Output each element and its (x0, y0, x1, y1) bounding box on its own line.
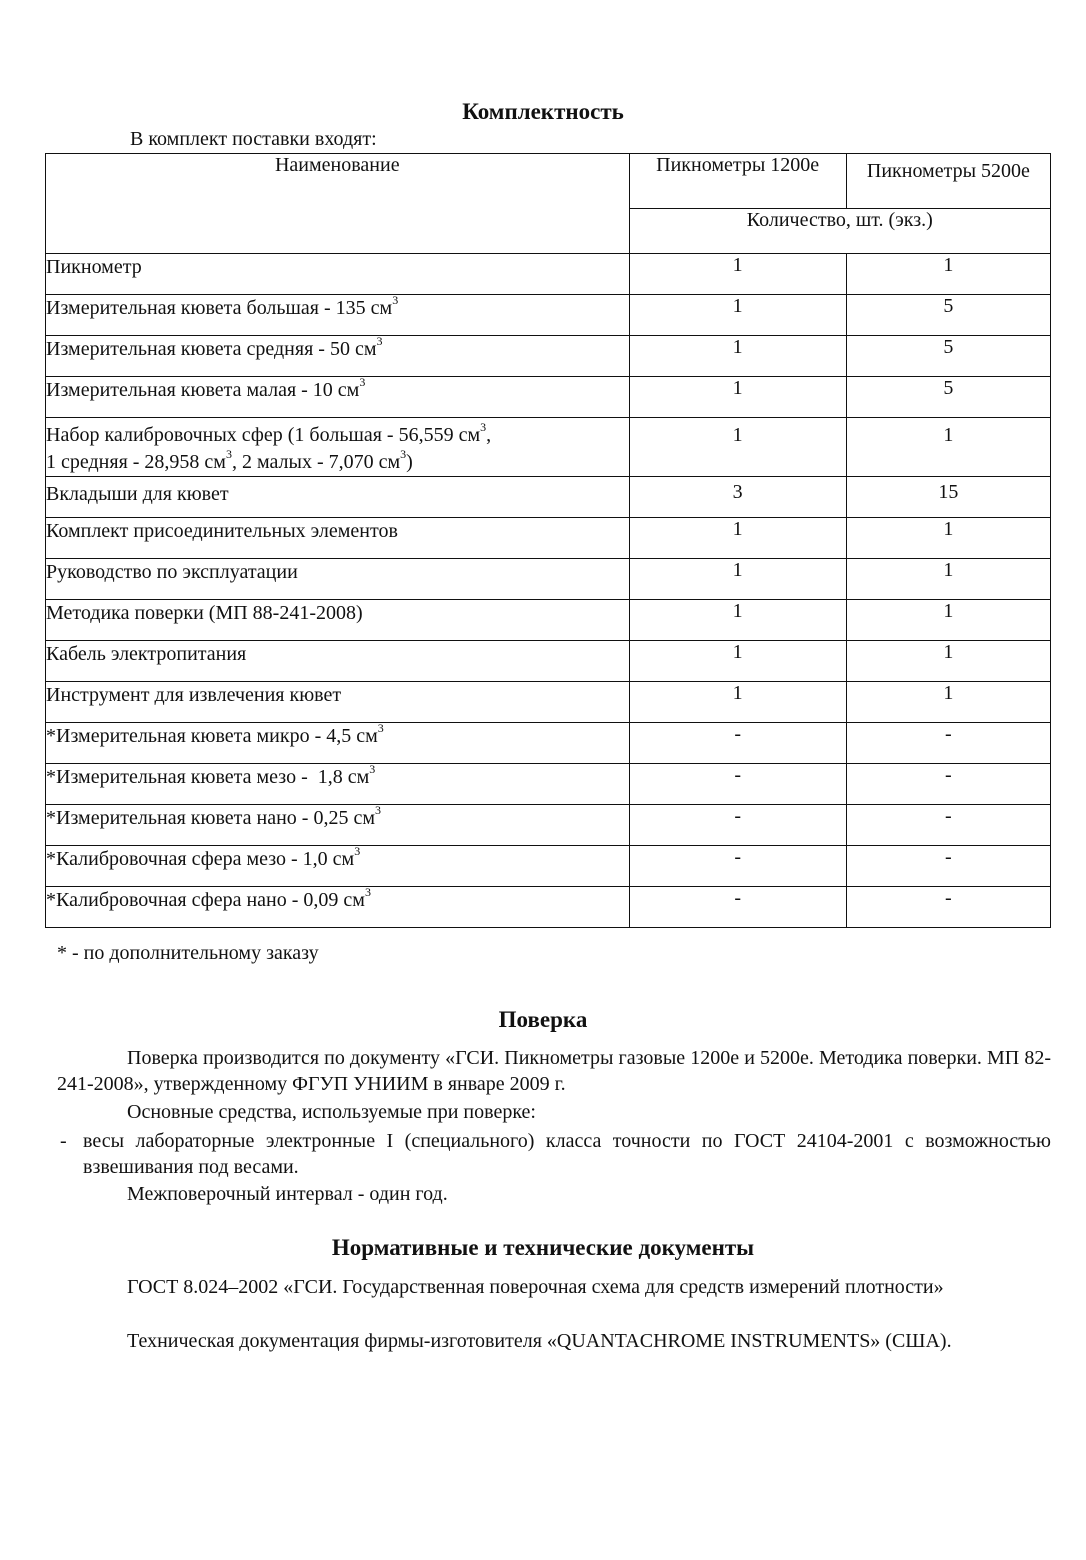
header-model-1200e: Пикнометры 1200е (629, 154, 846, 209)
qty-1200e: 1 (629, 377, 846, 418)
qty-5200e: 5 (846, 377, 1050, 418)
item-name: *Измерительная кювета нано - 0,25 $см^3$ (46, 805, 630, 846)
table-row (46, 846, 1051, 887)
item-name: Кабель электропитания (46, 641, 630, 682)
qty-5200e: 1 (846, 559, 1050, 600)
item-name: *Измерительная кювета мезо - 1,8 $см^3$ (46, 764, 630, 805)
qty-1200e: 1 (629, 254, 846, 295)
item-name: Руководство по эксплуатации (46, 559, 630, 600)
kit-intro: В комплект поставки входят: (130, 128, 377, 150)
bullet-text: весы лабораторные электронные I (специального) класса точности по ГОСТ 24104-2001 с возможностью взвешивания под весами. (83, 1130, 1051, 1178)
table-row (46, 336, 1051, 377)
qty-1200e: - (629, 764, 846, 805)
footnote: * - по дополнительному заказу (57, 942, 319, 964)
table-row (46, 887, 1051, 928)
item-name: Методика поверки (МП 88-241-2008) (46, 600, 630, 641)
qty-5200e: - (846, 723, 1050, 764)
qty-1200e: 1 (629, 559, 846, 600)
qty-5200e: 15 (846, 477, 1050, 518)
item-name: Измерительная кювета малая - 10 $см^3$ (46, 377, 630, 418)
qty-1200e: 1 (629, 418, 846, 477)
header-quantity: Количество, шт. (экз.) (629, 209, 1050, 254)
item-name: *Калибровочная сфера мезо - 1,0 $см^3$ (46, 846, 630, 887)
table-row (46, 518, 1051, 559)
section-title-kit: Комплектность (462, 99, 624, 124)
item-name: Комплект присоединительных элементов (46, 518, 630, 559)
header-name: Наименование (46, 154, 630, 254)
qty-5200e: - (846, 887, 1050, 928)
item-name: Набор калибровочных сфер (1 большая - 56,559 $см^3$, 1 средняя - 28,958 $см^3$, 2 малых - 7,070 $см^3$) (46, 418, 630, 477)
item-name: Измерительная кювета средняя - 50 $см^3$ (46, 336, 630, 377)
qty-5200e: 1 (846, 600, 1050, 641)
qty-1200e: 1 (629, 295, 846, 336)
qty-1200e: 1 (629, 600, 846, 641)
table-row (46, 254, 1051, 295)
qty-5200e: - (846, 764, 1050, 805)
verification-bullet (57, 1128, 1051, 1180)
header-model-5200e: Пикнометры 5200е (846, 154, 1050, 209)
verification-paragraph: Поверка производится по документу «ГСИ. Пикнометры газовые 1200е и 5200е. Методика поверки. МП 82-241-2008», утвержденному ФГУП УНИИМ в январе 2009 г. (57, 1047, 1051, 1095)
qty-1200e: 1 (629, 336, 846, 377)
verification-means-intro: Основные средства, используемые при поверке: (127, 1101, 536, 1123)
table-row (46, 295, 1051, 336)
table-row (46, 805, 1051, 846)
table-row (46, 764, 1051, 805)
bullet-dash: - (60, 1130, 67, 1152)
qty-5200e: 1 (846, 254, 1050, 295)
item-name: Инструмент для извлечения кювет (46, 682, 630, 723)
normative-paragraph-manufacturer: Техническая документация фирмы-изготовителя «QUANTACHROME INSTRUMENTS» (США). (127, 1330, 952, 1352)
item-name: Измерительная кювета большая - 135 $см^3$ (46, 295, 630, 336)
table-row (46, 559, 1051, 600)
qty-5200e: 1 (846, 518, 1050, 559)
normative-paragraph-gost: ГОСТ 8.024–2002 «ГСИ. Государственная поверочная схема для средств измерений плотности» (127, 1276, 944, 1298)
qty-1200e: - (629, 846, 846, 887)
qty-1200e: 1 (629, 518, 846, 559)
table-row (46, 641, 1051, 682)
qty-1200e: 3 (629, 477, 846, 518)
table-row (46, 377, 1051, 418)
section-title-normative: Нормативные и технические документы (331, 1235, 755, 1260)
table-row (46, 723, 1051, 764)
qty-5200e: 1 (846, 418, 1050, 477)
verification-interval: Межповерочный интервал - один год. (127, 1183, 448, 1205)
item-name: Пикнометр (46, 254, 630, 295)
qty-1200e: 1 (629, 641, 846, 682)
section-title-verification: Поверка (498, 1007, 588, 1032)
kit-table (45, 153, 1051, 928)
item-name: Вкладыши для кювет (46, 477, 630, 518)
qty-5200e: 5 (846, 295, 1050, 336)
qty-1200e: 1 (629, 682, 846, 723)
qty-5200e: 1 (846, 682, 1050, 723)
item-name: *Измерительная кювета микро - 4,5 $см^3$ (46, 723, 630, 764)
qty-5200e: 5 (846, 336, 1050, 377)
table-row (46, 477, 1051, 518)
qty-5200e: - (846, 805, 1050, 846)
qty-5200e: - (846, 846, 1050, 887)
qty-1200e: - (629, 723, 846, 764)
item-name: *Калибровочная сфера нано - 0,09 $см^3$ (46, 887, 630, 928)
qty-5200e: 1 (846, 641, 1050, 682)
table-row (46, 600, 1051, 641)
qty-1200e: - (629, 805, 846, 846)
table-row (46, 682, 1051, 723)
qty-1200e: - (629, 887, 846, 928)
table-row (46, 418, 1051, 477)
